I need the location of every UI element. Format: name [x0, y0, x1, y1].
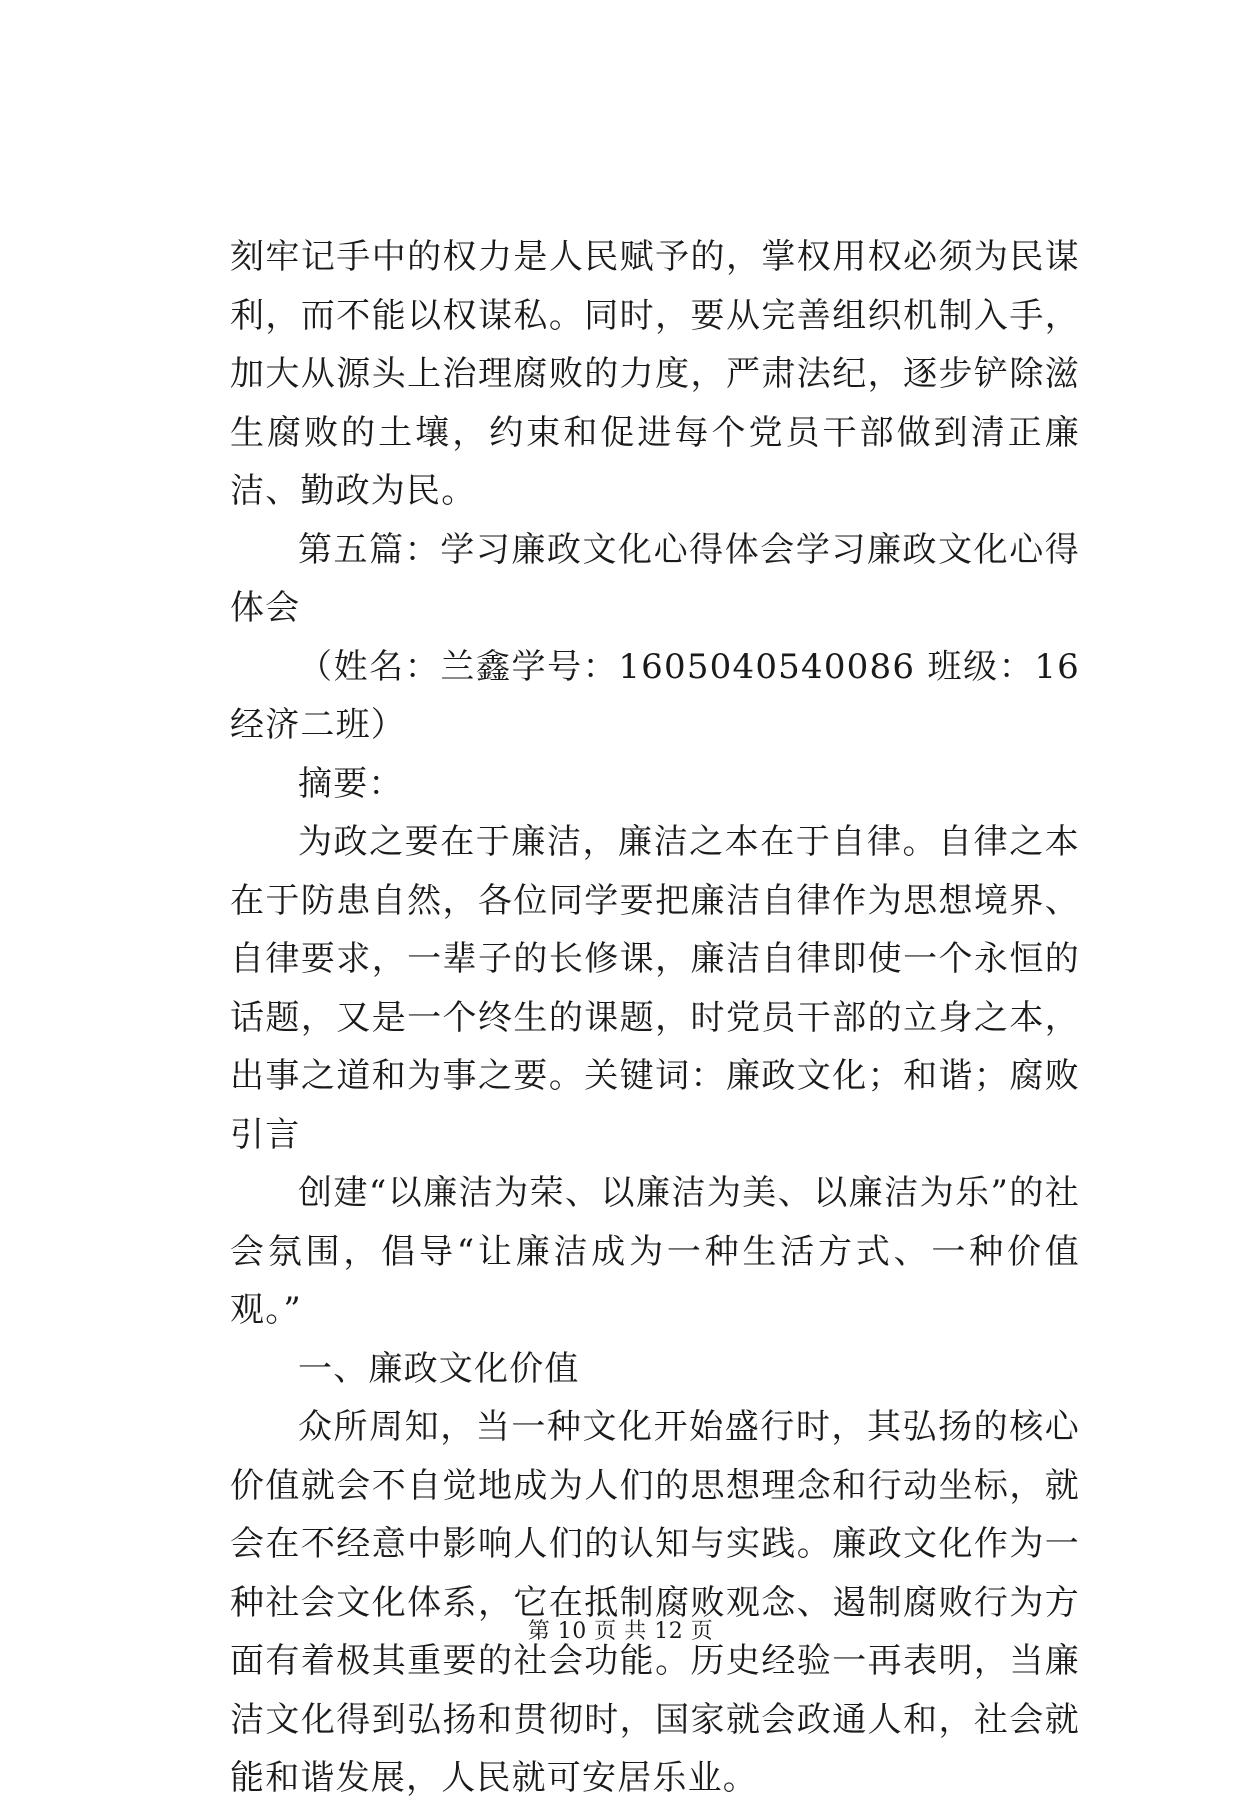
paragraph-continuation: 刻牢记手中的权力是人民赋予的，掌权用权必须为民谋利，而不能以权谋私。同时，要从完善组织机制入手，加大从源头上治理腐败的力度，严肃法纪，逐步铲除滋生腐败的土壤，约束和促进每个党员干部做到清正廉洁、勤政为民。	[230, 237, 1080, 511]
page-footer: 第 10 页 共 12 页	[527, 1619, 714, 1644]
section-heading-part-five: 第五篇：学习廉政文化心得体会学习廉政文化心得体会	[230, 529, 1080, 628]
abstract-label: 摘要：	[298, 763, 404, 804]
abstract-paragraph: 为政之要在于廉洁，廉洁之本在于自律。自律之本在于防患自然，各位同学要把廉洁自律作为思想境界、自律要求，一辈子的长修课，廉洁自律即使一个永恒的话题，又是一个终生的课题，时党员干部的立身之本，出事之道和为事之要。关键词：廉政文化；和谐；腐败引言	[230, 822, 1080, 1155]
introduction-paragraph: 创建“以廉洁为荣、以廉洁为美、以廉洁为乐”的社会氛围，倡导“让廉洁成为一种生活方式、一种价值观。”	[230, 1173, 1080, 1330]
document-body	[230, 228, 1080, 1808]
author-info: （姓名：兰鑫学号：1605040540086 班级：16 经济二班）	[230, 646, 1080, 745]
section-heading-value: 一、廉政文化价值	[298, 1348, 580, 1389]
body-paragraph: 众所周知，当一种文化开始盛行时，其弘扬的核心价值就会不自觉地成为人们的思想理念和行动坐标，就会在不经意中影响人们的认知与实践。廉政文化作为一种社会文化体系，它在抵制腐败观念、遏制腐败行为方面有着极其重要的社会功能。历史经验一再表明，当廉洁文化得到弘扬和贯彻时，国家就会政通人和，社会就能和谐发展，人民就可安居乐业。	[230, 1407, 1080, 1798]
